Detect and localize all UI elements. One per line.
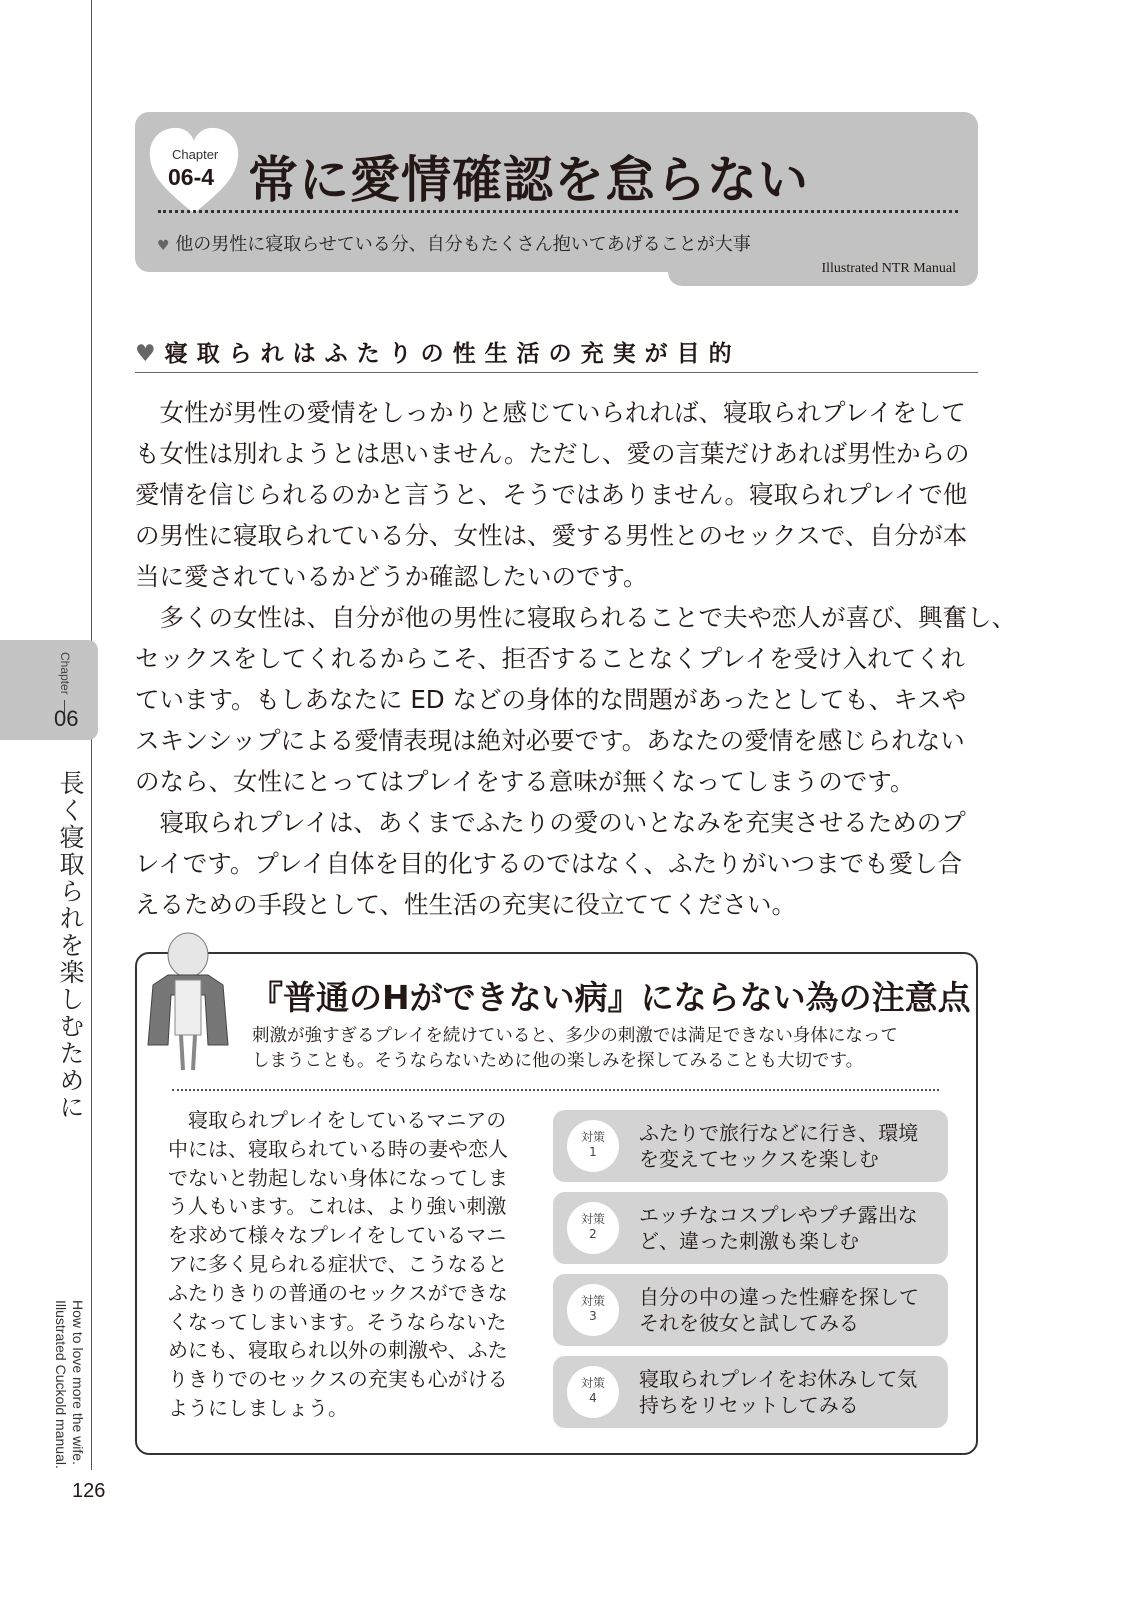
countermeasure-item: [553, 1274, 948, 1346]
item-line: を変えてセックスを楽しむ: [639, 1147, 879, 1171]
countermeasure-item: [553, 1110, 948, 1182]
countermeasure-badge: [567, 1284, 619, 1336]
heart-icon: ♥: [135, 341, 165, 367]
brand-label: Illustrated NTR Manual: [821, 261, 956, 276]
item-line: ふたりで旅行などに行き、環境: [639, 1121, 919, 1145]
countermeasure-text: [639, 1366, 917, 1418]
badge-number: 4: [589, 1391, 597, 1405]
heart-icon: ♥: [157, 238, 170, 254]
badge-number: 2: [589, 1227, 597, 1241]
dotted-divider: [172, 1089, 939, 1091]
item-line: 寝取られプレイをお休みして気: [639, 1367, 918, 1391]
countermeasure-badge: [567, 1202, 619, 1254]
chapter-title-vertical: 長く寝取られを楽しむために: [56, 770, 85, 1121]
text-line: りきりでのセックスの充実も心がける: [168, 1367, 508, 1392]
text-line: う人もいます。これは、より強い刺激: [168, 1194, 507, 1219]
dotted-divider: [158, 210, 958, 213]
tab-chapter-number: 06: [54, 706, 79, 731]
countermeasure-badge: [567, 1120, 619, 1172]
desc-line: 刺激が強すぎるプレイを続けていると、多少の刺激では満足できない身体になって: [252, 1026, 898, 1046]
countermeasure-text: [639, 1202, 918, 1254]
body-line: も女性は別れようとは思いません。ただし、愛の言葉だけあれば男性からの: [135, 439, 970, 468]
text-line: ふたりきりの普通のセックスができな: [168, 1280, 508, 1305]
text-line: 寝取られプレイをしているマニアの: [168, 1108, 507, 1132]
text-line: を求めて様々なプレイをしているマニ: [168, 1223, 507, 1248]
tab-chapter-label: Chapter: [58, 652, 72, 695]
body-line: スキンシップによる愛情表現は絶対必要です。あなたの愛情を感じられない: [135, 726, 965, 755]
body-line: レイです。プレイ自体を目的化するのではなく、ふたりがいつまでも愛し合: [135, 849, 963, 878]
countermeasure-item: [553, 1356, 948, 1428]
badge-number: 1: [589, 1145, 597, 1159]
item-line: 持ちをリセットしてみる: [639, 1393, 859, 1417]
tip-box-description: [252, 1024, 898, 1074]
countermeasure-text: [639, 1284, 919, 1336]
countermeasure-item: [553, 1192, 948, 1264]
text-line: くなってしまいます。そうならないた: [168, 1309, 507, 1334]
badge-label: 対策: [580, 1130, 605, 1144]
badge-label: 対策: [580, 1294, 605, 1308]
body-line: 多くの女性は、自分が他の男性に寝取られることで夫や恋人が喜び、興奮し、: [135, 603, 1017, 632]
body-line: 女性が男性の愛情をしっかりと感じていられれば、寝取られプレイをして: [135, 398, 966, 427]
chapter-number: 06-4: [168, 164, 215, 190]
tip-box-text: [168, 1106, 508, 1423]
subtitle: [157, 230, 751, 256]
body-line: のなら、女性にとってはプレイをする意味が無くなってしまうのです。: [135, 767, 915, 796]
text-line: アに多く見られる症状で、こうなると: [168, 1251, 508, 1276]
character-illustration: [143, 925, 233, 1075]
body-line: 寝取られプレイは、あくまでふたりの愛のいとなみを充実させるためのプ: [135, 808, 966, 837]
chapter-label: Chapter: [172, 147, 219, 162]
desc-line: しまうことも。そうならないために他の楽しみを探してみることも大切です。: [252, 1051, 864, 1071]
item-line: エッチなコスプレやプチ露出な: [639, 1203, 918, 1227]
subtitle-text: 他の男性に寝取らせている分、自分もたくさん抱いてあげることが大事: [175, 234, 751, 255]
page-number: 126: [72, 1480, 106, 1502]
body-line: 愛情を信じられるのかと言うと、そうではありません。寝取られプレイで他: [135, 480, 968, 509]
body-text: [135, 392, 1017, 925]
body-line: の男性に寝取られている分、女性は、愛する男性とのセックスで、自分が本: [135, 521, 968, 550]
page-title: 常に愛情確認を怠らない: [248, 151, 809, 209]
text-line: でないと勃起しない身体になってしま: [168, 1165, 508, 1190]
item-line: それを彼女と試してみる: [639, 1311, 859, 1335]
countermeasure-badge: [567, 1366, 619, 1418]
chapter-tab: [0, 640, 98, 740]
section-underline: [135, 372, 978, 373]
badge-label: 対策: [580, 1212, 605, 1226]
countermeasure-text: [639, 1120, 918, 1172]
text-line: 中には、寝取られている時の妻や恋人: [168, 1136, 508, 1161]
body-line: 当に愛されているかどうか確認したいのです。: [135, 562, 648, 591]
section-heading: [135, 335, 741, 368]
body-line: ています。もしあなたに ED などの身体的な問題があったとしても、キスや: [135, 685, 967, 714]
body-line: セックスをしてくれるからこそ、拒否することなくプレイを受け入れてくれ: [135, 644, 966, 673]
section-heading-text: 寝取られはふたりの性生活の充実が目的: [164, 341, 741, 367]
text-line: めにも、寝取られ以外の刺激や、ふた: [168, 1338, 508, 1363]
item-line: ど、違った刺激も楽しむ: [639, 1229, 859, 1253]
text-line: ようにしましょう。: [168, 1395, 348, 1420]
tip-box-title: 『普通のHができない病』にならない為の注意点: [250, 978, 971, 1017]
badge-label: 対策: [580, 1376, 605, 1390]
item-line: 自分の中の違った性癖を探して: [639, 1285, 919, 1309]
badge-number: 3: [589, 1309, 597, 1323]
en-line: Illustrated Cuckold manual.: [53, 1300, 69, 1469]
book-subtitle-en: [52, 1300, 86, 1469]
en-line: How to love more the wife.: [70, 1300, 86, 1465]
body-line: えるための手段として、性生活の充実に役立ててください。: [135, 890, 797, 919]
